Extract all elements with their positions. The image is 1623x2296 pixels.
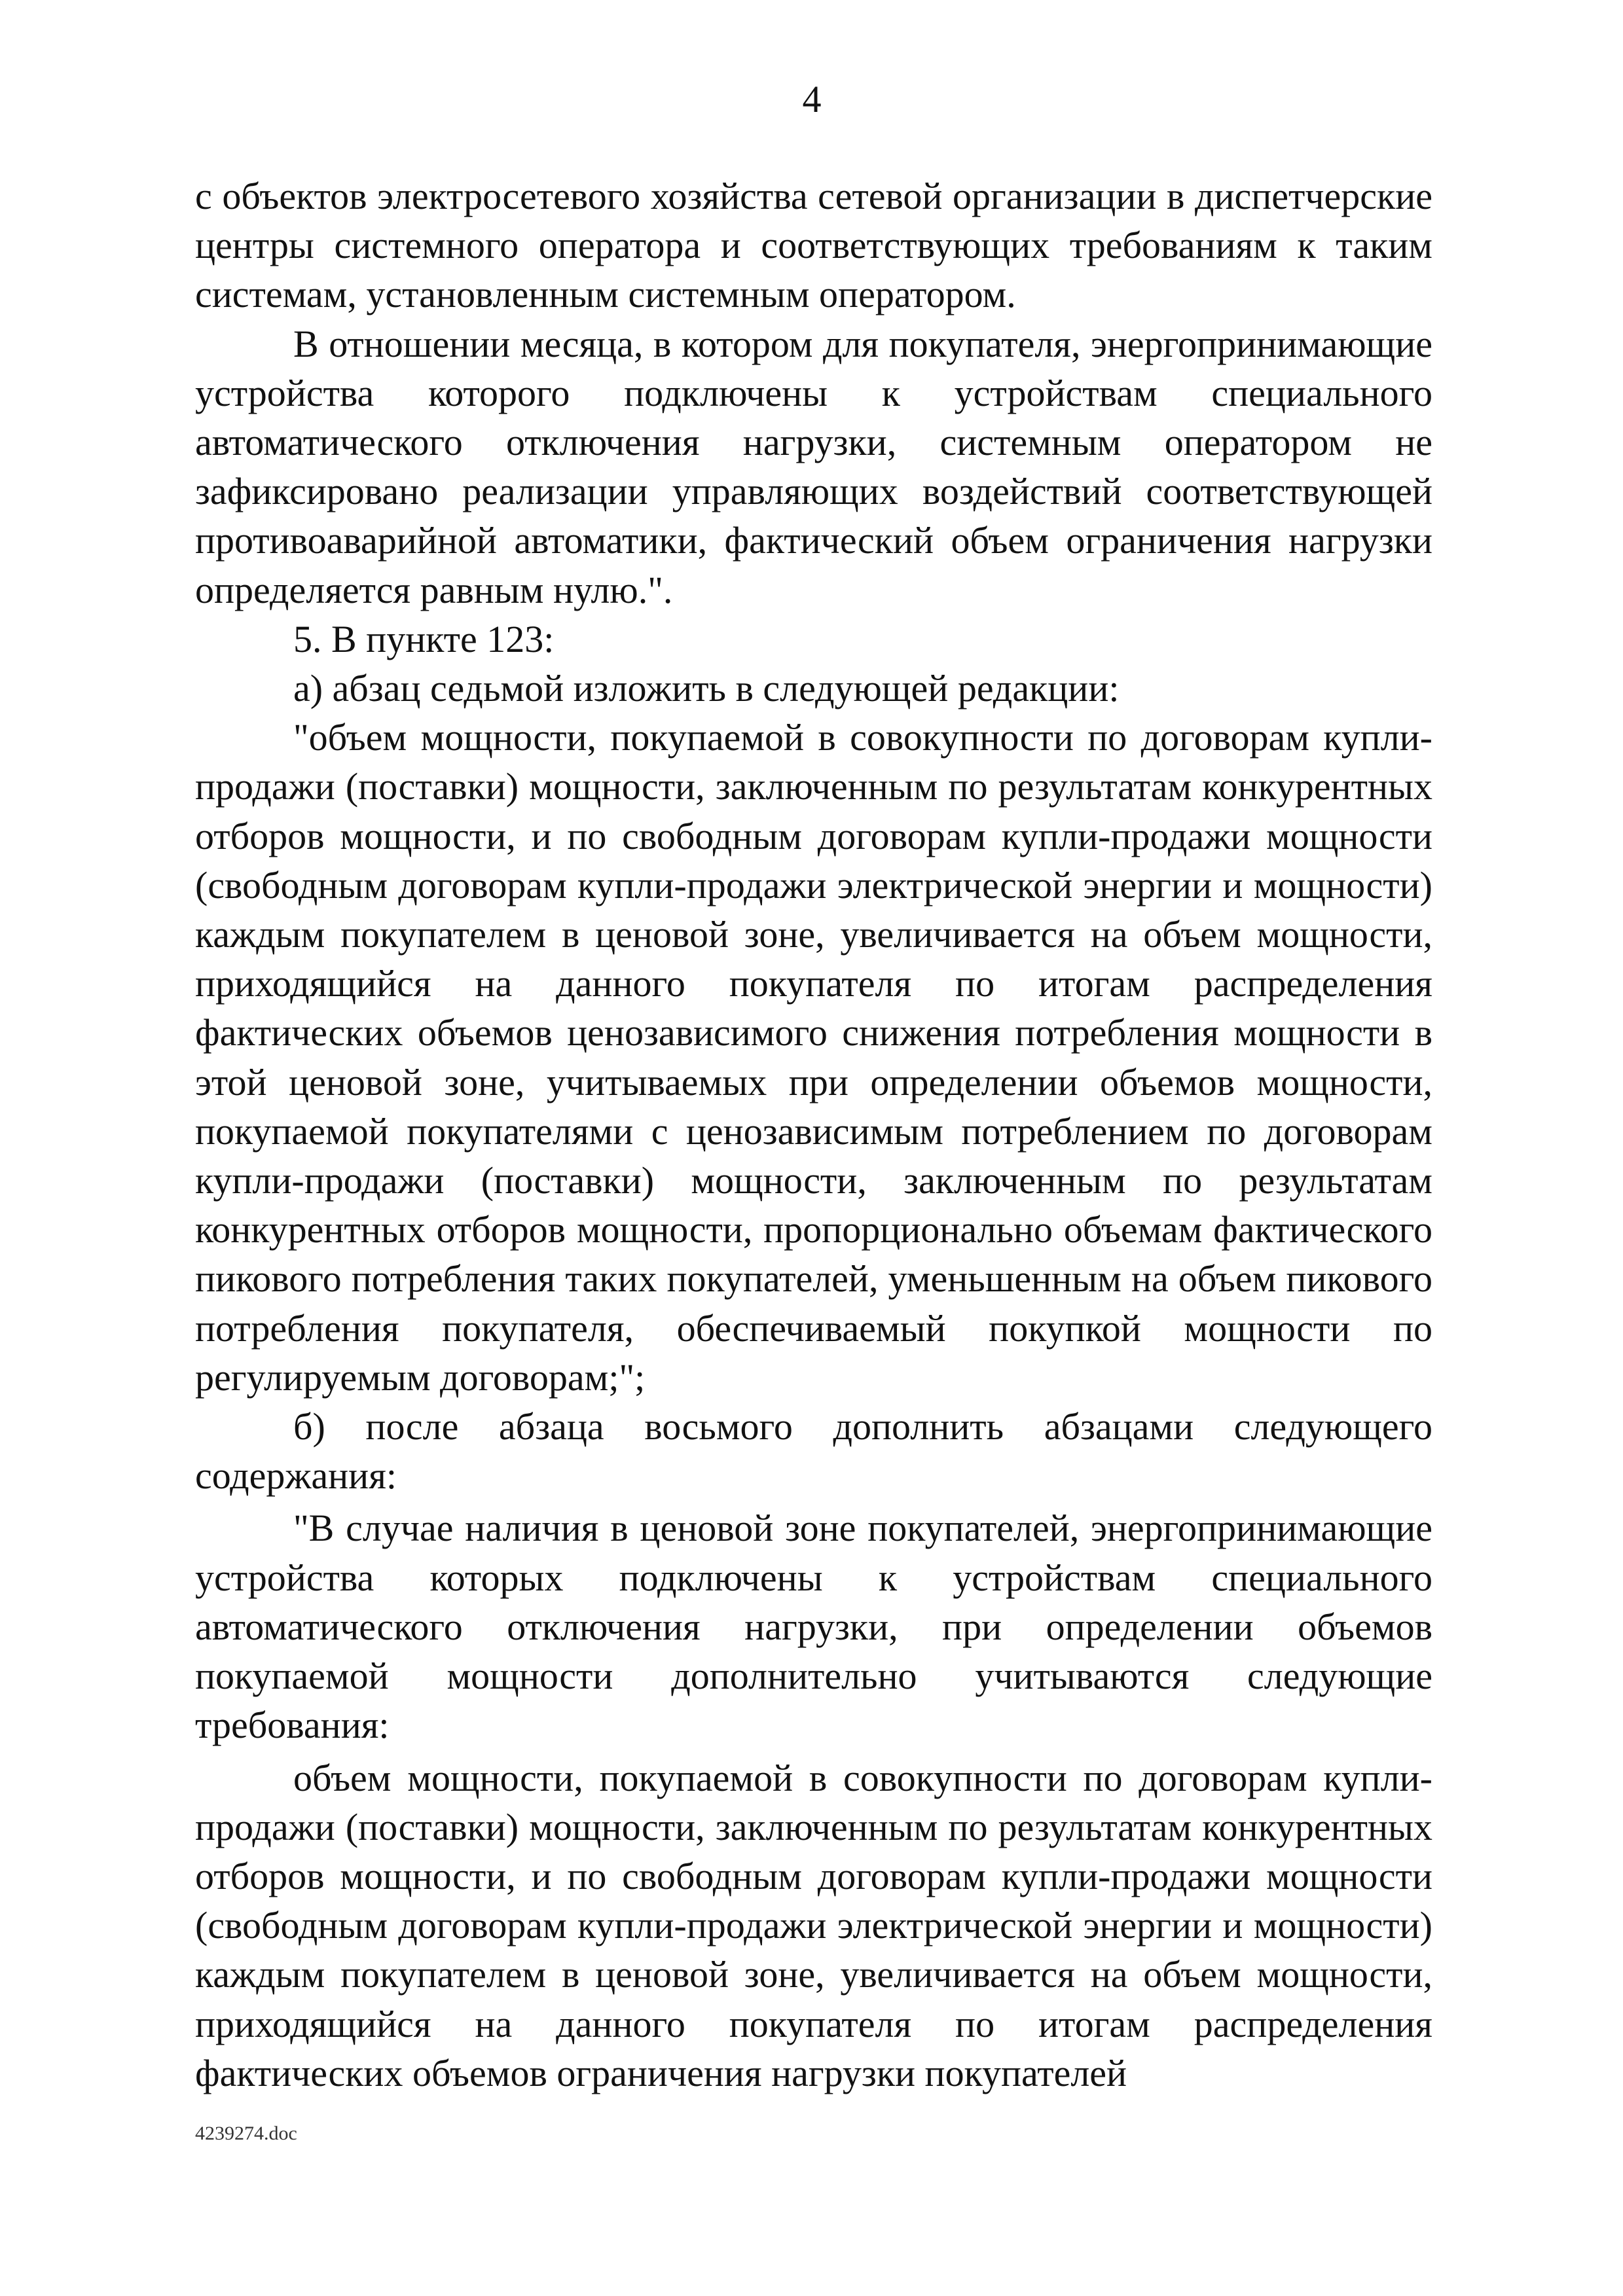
paragraph-quoted-new: "В случае наличия в ценовой зоне покупателей, энергопринимающие устройства которых подключены к устройствам специального автоматического отключения нагрузки, при определении объемов покупаемой мощности дополнительно учитываются следующие требования: — [195, 1507, 1432, 1747]
footer-filename: 4239274.doc — [195, 2123, 297, 2144]
paragraph-continuation: с объектов электросетевого хозяйства сетевой организации в диспетчерские центры системного оператора и соответствующих требованиям к таким системам, установленным системным оператором. — [195, 175, 1432, 316]
paragraph-item-5: 5. В пункте 123: — [293, 617, 555, 660]
page-number: 4 — [802, 78, 822, 120]
paragraph-month-clause: В отношении месяца, в котором для покупателя, энергопринимающие устройства которого подключены к устройствам специального автоматического отключения нагрузки, системным оператором не зафиксировано реализации управляющих воздействий соответствующей противоаварийной автоматики, фактический объем ограничения нагрузки определяется равным нулю.". — [195, 322, 1432, 611]
paragraph-quoted-seventh: "объем мощности, покупаемой в совокупности по договорам купли-продажи (поставки) мощности, заключенным по результатам конкурентных отборов мощности, и по свободным договорам купли-продажи мощности (свободным договорам купли-продажи электрической энергии и мощности) каждым покупателем в ценовой зоне, увеличивается на объем мощности, приходящийся на данного покупателя по итогам распределения фактических объемов ценозависимого снижения потребления мощности в этой ценовой зоне, учитываемых при определении объемов мощности, покупаемой покупателями с ценозависимым потреблением по договорам купли-продажи (поставки) мощности, заключенным по результатам конкурентных отборов мощности, пропорционально объемам фактического пикового потребления таких покупателей, уменьшенным на объем пикового потребления покупателя, обеспечиваемый покупкой мощности по регулируемым договорам;"; — [195, 716, 1432, 1399]
document-body — [195, 171, 1432, 2098]
paragraph-subitem-b: б) после абзаца восьмого дополнить абзацами следующего содержания: — [195, 1405, 1432, 1498]
paragraph-volume-clause: объем мощности, покупаемой в совокупности по договорам купли-продажи (поставки) мощности, заключенным по результатам конкурентных отборов мощности, и по свободным договорам купли-продажи мощности (свободным договорам купли-продажи электрической энергии и мощности) каждым покупателем в ценовой зоне, увеличивается на объем мощности, приходящийся на данного покупателя по итогам распределения фактических объемов ограничения нагрузки покупателей — [195, 1756, 1432, 2094]
paragraph-subitem-a: а) абзац седьмой изложить в следующей редакции: — [293, 667, 1120, 710]
